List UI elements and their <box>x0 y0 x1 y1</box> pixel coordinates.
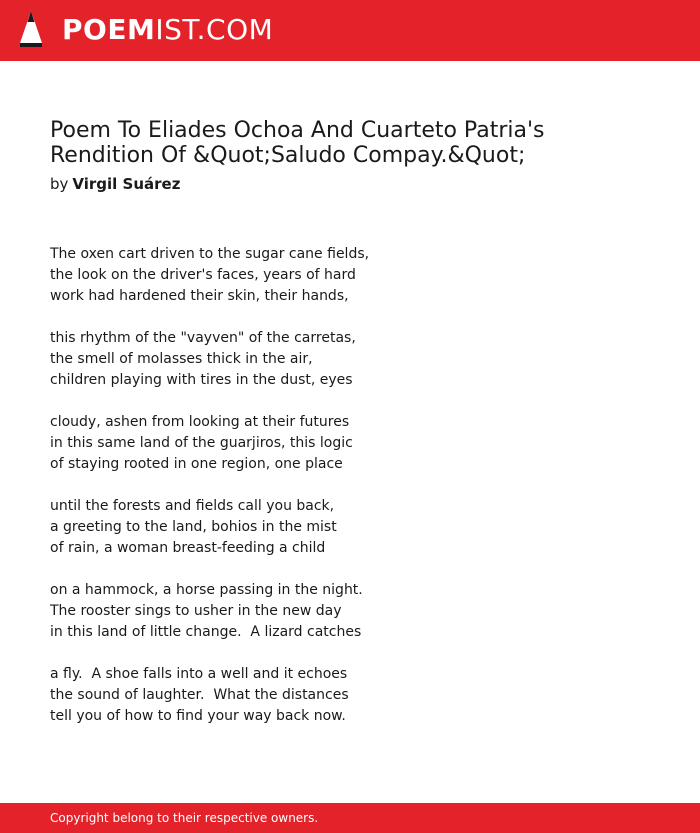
poem-line: work had hardened their skin, their hands, <box>50 288 349 304</box>
stanza <box>50 328 470 391</box>
poem-title: Poem To Eliades Ochoa And Cuarteto Patria's Rendition Of &Quot;Saludo Compay.&Quot; <box>50 118 545 168</box>
poem-line: cloudy, ashen from looking at their futures <box>50 414 350 430</box>
poem-line: on a hammock, a horse passing in the night. <box>50 582 363 598</box>
poem-line: The oxen cart driven to the sugar cane fields, <box>50 246 370 262</box>
poem-line: of staying rooted in one region, one place <box>50 456 343 472</box>
logo-bold-part: POEM <box>62 13 156 46</box>
poem-line: in this same land of the guarjiros, this logic <box>50 435 353 451</box>
poem-line: a greeting to the land, bohios in the mist <box>50 519 337 535</box>
poem-line: the look on the driver's faces, years of hard <box>50 267 356 283</box>
stanza <box>50 412 470 475</box>
site-logo-link[interactable] <box>18 9 273 51</box>
site-logo-text <box>62 9 273 51</box>
poem-line: children playing with tires in the dust, eyes <box>50 372 353 388</box>
author-name: Virgil Suárez <box>72 175 181 193</box>
copyright-text: Copyright belong to their respective owners. <box>50 811 319 825</box>
stanza <box>50 580 470 643</box>
poem-line: in this land of little change. A lizard catches <box>50 624 362 640</box>
site-footer <box>0 803 700 833</box>
site-header <box>0 0 700 61</box>
stanza <box>50 244 470 307</box>
byline-label: by <box>50 175 69 193</box>
poem-line: a fly. A shoe falls into a well and it echoes <box>50 666 348 682</box>
poem-line: until the forests and fields call you back, <box>50 498 335 514</box>
poem-line: The rooster sings to usher in the new day <box>50 603 342 619</box>
pencil-tip-icon <box>18 9 44 51</box>
poem-line: tell you of how to find your way back now. <box>50 708 346 724</box>
logo-light-part: IST.COM <box>155 13 274 46</box>
poem-line: the sound of laughter. What the distances <box>50 687 349 703</box>
poem-byline <box>50 174 180 194</box>
poem-line: of rain, a woman breast-feeding a child <box>50 540 326 556</box>
poem-line: this rhythm of the "vayven" of the carretas, <box>50 330 356 346</box>
poem-body <box>50 244 470 727</box>
stanza <box>50 664 470 727</box>
stanza <box>50 496 470 559</box>
poem-line: the smell of molasses thick in the air, <box>50 351 313 367</box>
